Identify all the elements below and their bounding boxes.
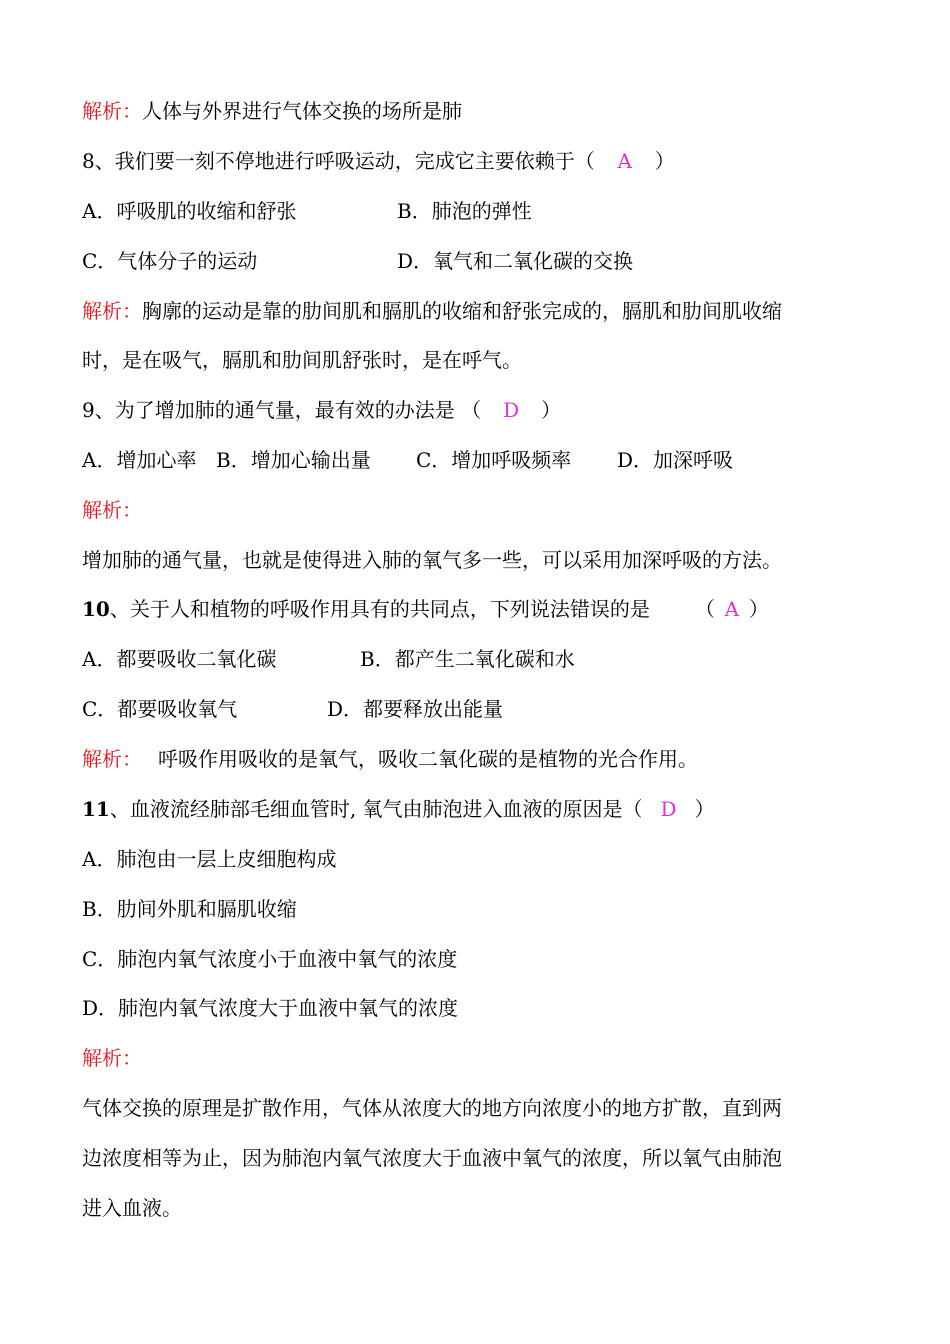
answer-letter: A: [724, 597, 740, 621]
question-close-paren: ）: [748, 597, 769, 621]
option-a: A．呼吸肌的收缩和舒张: [82, 199, 297, 223]
q11-option-a: [82, 846, 336, 872]
analysis-text: 进入血液。: [82, 1196, 182, 1220]
analysis-label: 解析：: [82, 747, 142, 771]
analysis-label: 解析：: [82, 99, 142, 123]
option-b: B．肺泡的弹性: [397, 199, 532, 223]
question-number: 10: [82, 597, 110, 621]
option-d: D．加深呼吸: [617, 448, 734, 472]
question-8: [82, 148, 675, 174]
analysis-line-q11-1: [82, 1095, 782, 1121]
answer-letter: D: [660, 797, 677, 821]
question-close-paren: ）: [654, 149, 675, 173]
analysis-text: 人体与外界进行气体交换的场所是肺: [142, 99, 462, 123]
question-close-paren: ）: [541, 398, 562, 422]
question-9: [82, 397, 561, 423]
analysis-line-q8-2: [82, 347, 522, 373]
analysis-line-q10: [82, 746, 698, 772]
question-text: 9、为了增加肺的通气量，最有效的办法是 （: [82, 398, 482, 422]
option-a: A．增加心率: [82, 448, 197, 472]
question-number: 11: [82, 797, 110, 821]
question-text: 、血液流经肺部毛细血管时, 氧气由肺泡进入血液的原因是（: [109, 797, 643, 821]
q11-option-c: [82, 946, 457, 972]
answer-letter: A: [617, 149, 632, 173]
analysis-line-q8-1: [82, 298, 782, 324]
question-close-paren: ）: [694, 797, 715, 821]
analysis-line-q9-label: [82, 497, 142, 523]
option-a: A．都要吸收二氧化碳: [82, 647, 277, 671]
q9-options-row: [82, 447, 733, 473]
analysis-text: 边浓度相等为止，因为肺泡内氧气浓度大于血液中氧气的浓度，所以氧气由肺泡: [82, 1146, 782, 1170]
q11-option-b: [82, 896, 297, 922]
option-c: C．肺泡内氧气浓度小于血液中氧气的浓度: [82, 947, 458, 971]
option-d: D．氧气和二氧化碳的交换: [397, 249, 634, 273]
analysis-text: 气体交换的原理是扩散作用，气体从浓度大的地方向浓度小的地方扩散，直到两: [82, 1096, 782, 1120]
q8-options-row-1: [82, 198, 532, 224]
q8-options-row-2: [82, 248, 633, 274]
analysis-label: 解析：: [82, 299, 142, 323]
analysis-label: 解析：: [82, 498, 142, 522]
answer-letter: D: [503, 398, 520, 422]
analysis-text: 时，是在吸气，膈肌和肋间肌舒张时，是在呼气。: [82, 348, 522, 372]
option-a: A．肺泡由一层上皮细胞构成: [82, 847, 337, 871]
option-b: B．增加心输出量: [216, 448, 371, 472]
option-c: C．气体分子的运动: [82, 249, 258, 273]
analysis-line-q9-1: [82, 547, 782, 573]
analysis-text: 呼吸作用吸收的是氧气，吸收二氧化碳的是植物的光合作用。: [158, 747, 698, 771]
question-text: 8、我们要一刻不停地进行呼吸运动，完成它主要依赖于（: [82, 149, 595, 173]
option-d: D．肺泡内氧气浓度大于血液中氧气的浓度: [82, 996, 459, 1020]
analysis-line-q11-label: [82, 1045, 142, 1071]
question-text: 、关于人和植物的呼吸作用具有的共同点，下列说法错误的是: [109, 597, 650, 621]
analysis-line-q7: [82, 98, 462, 124]
analysis-line-q11-3: [82, 1195, 182, 1221]
option-b: B．都产生二氧化碳和水: [360, 647, 575, 671]
option-c: C．都要吸收氧气: [82, 697, 238, 721]
q10-options-row-1: [82, 646, 575, 672]
question-10: [82, 596, 769, 622]
analysis-label: 解析：: [82, 1046, 142, 1070]
analysis-text: 增加肺的通气量，也就是使得进入肺的氧气多一些，可以采用加深呼吸的方法。: [82, 548, 782, 572]
q11-option-d: [82, 995, 458, 1021]
question-open-paren: （: [694, 597, 715, 621]
q10-options-row-2: [82, 696, 503, 722]
option-d: D．都要释放出能量: [327, 697, 504, 721]
analysis-text: 胸廓的运动是靠的肋间肌和膈肌的收缩和舒张完成的，膈肌和肋间肌收缩: [142, 299, 782, 323]
option-b: B．肋间外肌和膈肌收缩: [82, 897, 297, 921]
analysis-line-q11-2: [82, 1145, 782, 1171]
question-11: [82, 796, 715, 822]
option-c: C．增加呼吸频率: [416, 448, 572, 472]
